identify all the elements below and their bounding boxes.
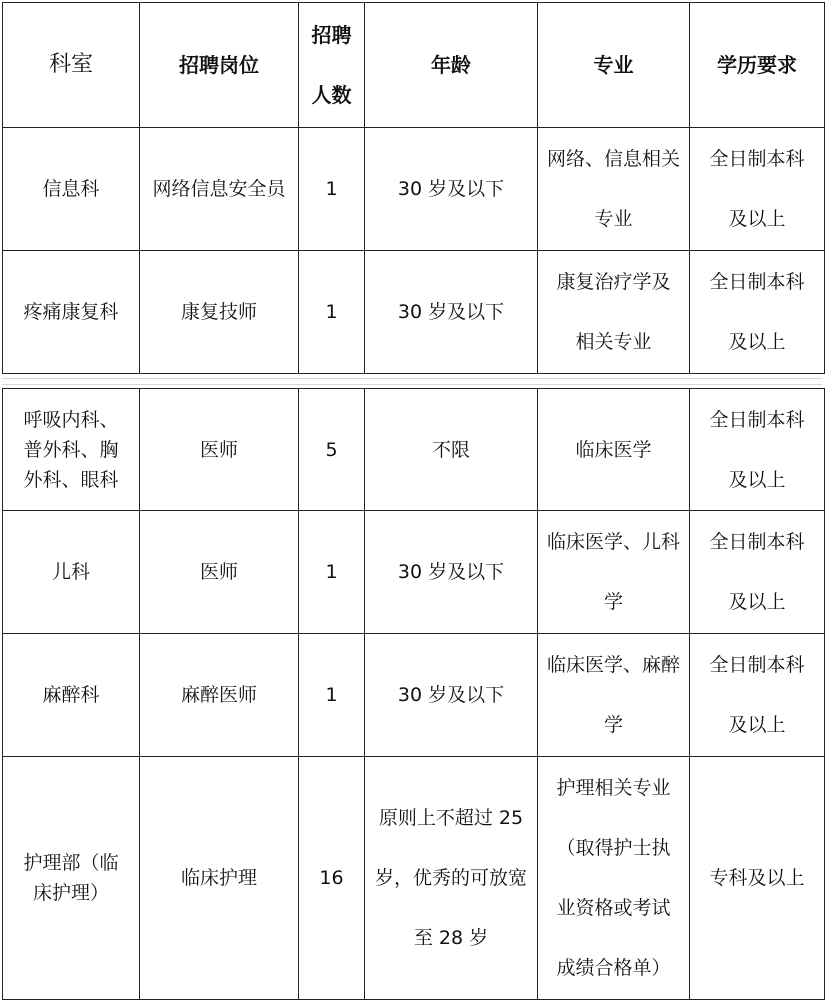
- recruitment-table-part-2: [2, 388, 825, 1000]
- cell-education-line-1: 全日制本科: [709, 148, 805, 170]
- cell-age: 30 岁及以下: [365, 511, 538, 634]
- header-count: [299, 3, 365, 128]
- cell-department-line-2: 床护理）: [32, 882, 109, 904]
- cell-count: 16: [299, 757, 365, 1000]
- cell-education-line-2: 及以上: [728, 208, 786, 230]
- cell-major-line-2: （取得护士执: [556, 837, 671, 859]
- cell-major-line-2: 相关专业: [575, 331, 652, 353]
- cell-position: 麻醉医师: [140, 634, 299, 757]
- cell-education-line-2: 及以上: [728, 468, 786, 491]
- cell-age: 不限: [365, 389, 538, 511]
- cell-age: [365, 757, 538, 1000]
- cell-position: 临床护理: [140, 757, 299, 1000]
- cell-education-line-1: 全日制本科: [709, 531, 805, 553]
- table-row: [3, 389, 825, 511]
- cell-major: [538, 757, 690, 1000]
- cell-count: 1: [299, 634, 365, 757]
- cell-major-line-3: 业资格或考试: [556, 897, 671, 919]
- cell-education-line-1: 全日制本科: [709, 271, 805, 293]
- cell-department: [3, 757, 140, 1000]
- cell-count: 1: [299, 128, 365, 251]
- recruitment-table-part-1: [2, 2, 825, 374]
- table-row: [3, 634, 825, 757]
- table-row: [3, 128, 825, 251]
- header-major: 专业: [538, 3, 690, 128]
- cell-education-line-2: 及以上: [728, 331, 786, 353]
- cell-major-line-2: 学: [603, 714, 623, 736]
- cell-major: [538, 128, 690, 251]
- cell-department-line-1: 呼吸内科、: [23, 408, 119, 431]
- cell-age: 30 岁及以下: [365, 251, 538, 374]
- cell-department: [3, 389, 140, 511]
- header-count-line-1: 招聘: [311, 23, 352, 47]
- cell-major-line-1: 护理相关专业: [556, 777, 671, 799]
- cell-education-line-2: 及以上: [728, 591, 786, 613]
- header-age: 年龄: [365, 3, 538, 128]
- cell-education-line-1: 全日制本科: [709, 654, 805, 676]
- cell-major: [538, 634, 690, 757]
- cell-count: 1: [299, 251, 365, 374]
- cell-department-line-2: 普外科、胸: [23, 438, 119, 461]
- cell-education: [690, 128, 825, 251]
- cell-education-line-2: 及以上: [728, 714, 786, 736]
- page-break-line: [2, 384, 822, 385]
- cell-major: [538, 251, 690, 374]
- cell-count: 5: [299, 389, 365, 511]
- cell-position: 医师: [140, 511, 299, 634]
- cell-major-line-4: 成绩合格单）: [556, 957, 671, 979]
- cell-major-line-2: 专业: [594, 208, 633, 230]
- table-header-row: [3, 3, 825, 128]
- table-row: [3, 251, 825, 374]
- cell-age: 30 岁及以下: [365, 128, 538, 251]
- cell-department-line-1: 护理部（临: [23, 852, 119, 874]
- page-break-line: [2, 378, 822, 379]
- cell-major: 临床医学: [538, 389, 690, 511]
- cell-position: 网络信息安全员: [140, 128, 299, 251]
- cell-age: 30 岁及以下: [365, 634, 538, 757]
- cell-education: [690, 634, 825, 757]
- cell-age-line-3: 至 28 岁: [413, 927, 489, 949]
- cell-major-line-1: 临床医学、儿科: [546, 531, 680, 553]
- cell-age-line-2: 岁，优秀的可放宽: [374, 867, 527, 889]
- header-education: 学历要求: [690, 3, 825, 128]
- cell-count: 1: [299, 511, 365, 634]
- cell-department: 疼痛康复科: [3, 251, 140, 374]
- table-row: [3, 511, 825, 634]
- header-count-line-2: 人数: [311, 83, 352, 107]
- cell-department-line-3: 外科、眼科: [23, 468, 119, 491]
- cell-department: 信息科: [3, 128, 140, 251]
- cell-education: [690, 389, 825, 511]
- cell-major-line-1: 网络、信息相关: [546, 148, 680, 170]
- cell-age-line-1: 原则上不超过 25: [378, 807, 524, 829]
- cell-position: 医师: [140, 389, 299, 511]
- cell-major-line-2: 学: [603, 591, 623, 613]
- cell-department: 儿科: [3, 511, 140, 634]
- cell-education: [690, 511, 825, 634]
- header-position: 招聘岗位: [140, 3, 299, 128]
- header-department: 科室: [3, 3, 140, 128]
- cell-education: [690, 251, 825, 374]
- cell-education: 专科及以上: [690, 757, 825, 1000]
- cell-major-line-1: 康复治疗学及: [556, 271, 671, 293]
- cell-position: 康复技师: [140, 251, 299, 374]
- table-row: [3, 757, 825, 1000]
- cell-department: 麻醉科: [3, 634, 140, 757]
- cell-major: [538, 511, 690, 634]
- cell-education-line-1: 全日制本科: [709, 408, 805, 431]
- cell-major-line-1: 临床医学、麻醉: [546, 654, 680, 676]
